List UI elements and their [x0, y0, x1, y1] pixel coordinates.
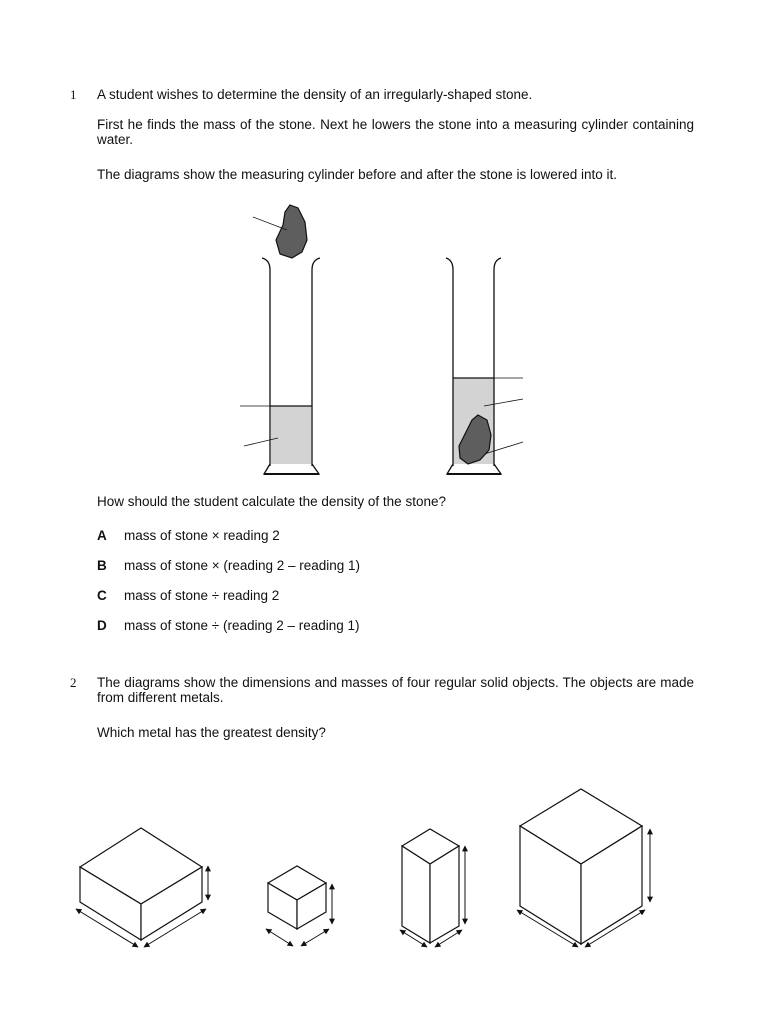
option-c-letter: C [97, 588, 107, 603]
option-a-letter: A [97, 528, 107, 543]
solid-object-3 [400, 829, 465, 947]
question-1-prompt: How should the student calculate the density of the stone? [97, 494, 446, 509]
option-d-letter: D [97, 618, 107, 633]
option-b-text: mass of stone × (reading 2 – reading 1) [124, 558, 361, 573]
question-1-number: 1 [70, 87, 77, 102]
option-b-letter: B [97, 558, 107, 573]
question-2-number: 2 [70, 675, 77, 690]
question-1-paragraph-3: The diagrams show the measuring cylinder before and after the stone is lowered into it. [97, 167, 618, 182]
width-arrow-2 [301, 929, 329, 946]
solid-object-4 [517, 789, 650, 947]
option-a-text: mass of stone × reading 2 [124, 528, 280, 543]
question-1-paragraph-2: First he finds the mass of the stone. Next he lowers the stone into a measuring cylinder containing water. [97, 117, 694, 147]
option-c-text: mass of stone ÷ reading 2 [124, 588, 280, 603]
cylinder-before [240, 258, 320, 474]
question-2-paragraph-1: The diagrams show the dimensions and masses of four regular solid objects. The objects are made from different metals. [97, 675, 694, 705]
option-d-text: mass of stone ÷ (reading 2 – reading 1) [124, 618, 360, 633]
question-2-prompt: Which metal has the greatest density? [97, 725, 326, 740]
water-before [271, 406, 311, 464]
solid-object-2 [266, 866, 332, 946]
solid-object-1 [76, 828, 208, 947]
stone-above [253, 205, 307, 258]
stone-label-line [253, 217, 287, 230]
question-1-intro: A student wishes to determine the density of an irregularly-shaped stone. [97, 87, 533, 102]
depth-arrow-2 [266, 929, 293, 946]
